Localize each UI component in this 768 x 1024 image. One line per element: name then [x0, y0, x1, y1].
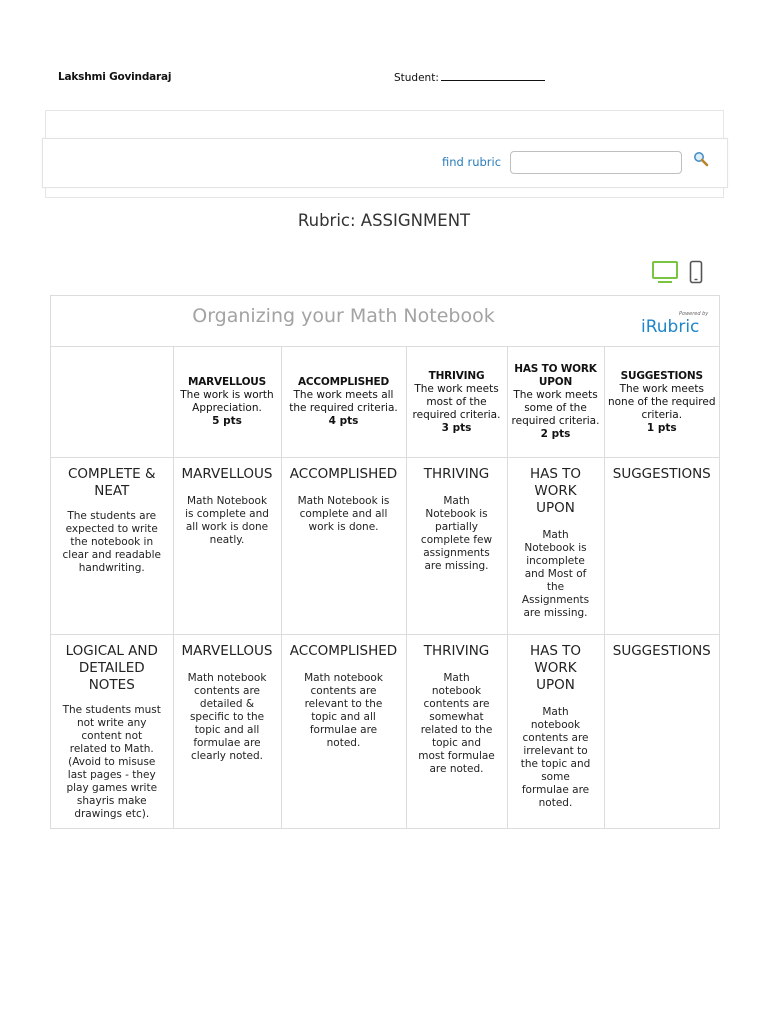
cell-description	[605, 483, 720, 495]
rubric-cell	[281, 458, 406, 635]
level-description: The work meets none of the required criteria.	[607, 382, 716, 421]
criterion-cell	[51, 635, 173, 829]
phone-icon[interactable]	[689, 260, 703, 284]
rubric-cell	[507, 458, 604, 635]
search-input[interactable]	[510, 151, 682, 174]
monitor-icon[interactable]	[651, 260, 679, 284]
rubric-cell	[173, 458, 281, 635]
page-header	[0, 71, 768, 85]
level-title: SUGGESTIONS	[620, 369, 703, 382]
level-points: 3 pts	[441, 421, 472, 434]
page-title-prefix: Rubric:	[297, 211, 356, 230]
magnifier-icon[interactable]	[693, 151, 709, 167]
level-title: HAS TO WORK UPON	[514, 363, 597, 388]
cell-level-title: MARVELLOUS	[181, 643, 273, 659]
rubric-cell	[406, 635, 507, 829]
rubric-table-container	[50, 295, 720, 829]
levels-header-row	[51, 347, 719, 458]
level-title: ACCOMPLISHED	[297, 376, 390, 388]
brand-tagline: Powered by	[679, 311, 709, 317]
cell-description: Math Notebook is incomplete and Most of the Assignments are missing.	[521, 529, 590, 619]
level-points: 1 pts	[646, 421, 677, 434]
rubric-cell	[173, 635, 281, 829]
level-header	[281, 347, 406, 458]
cell-level-title: HAS TO WORK UPON	[529, 643, 582, 693]
level-header	[604, 347, 719, 458]
rubric-grid	[51, 347, 719, 828]
cell-level-title: ACCOMPLISHED	[289, 643, 398, 659]
level-description: The work meets all the required criteria.	[289, 389, 398, 414]
level-points: 2 pts	[540, 428, 571, 440]
level-title: THRIVING	[428, 369, 485, 382]
level-header	[406, 347, 507, 458]
rubric-cell	[281, 635, 406, 829]
level-title: MARVELLOUS	[188, 376, 266, 388]
cell-level-title: SUGGESTIONS	[612, 643, 711, 659]
criterion-title: COMPLETE & NEAT	[68, 466, 156, 499]
rubric-cell	[604, 458, 719, 635]
cell-description: Math notebook contents are irrelevant to the topic and some formulae are noted.	[520, 706, 591, 809]
empty-corner-cell	[51, 347, 173, 458]
cell-description: Math notebook contents are somewhat related to the topic and most formulae are noted.	[418, 672, 495, 775]
rubric-cell	[406, 458, 507, 635]
cell-description: Math notebook contents are detailed & specific to the topic and all formulae are clearly noted.	[187, 672, 267, 762]
criterion-cell	[51, 458, 173, 635]
cell-level-title: HAS TO WORK UPON	[529, 466, 582, 516]
cell-description: Math Notebook is partially complete few assignments are missing.	[420, 495, 493, 572]
cell-level-title: MARVELLOUS	[181, 466, 273, 482]
cell-level-title: ACCOMPLISHED	[289, 466, 398, 482]
rubric-header	[51, 296, 719, 347]
rubric-cell	[507, 635, 604, 829]
level-points: 4 pts	[328, 415, 359, 427]
cell-description: Math notebook contents are relevant to the topic and all formulae are noted.	[304, 672, 383, 749]
criterion-description: The students are expected to write the notebook in clear and readable handwriting.	[62, 510, 161, 574]
rubric-cell	[604, 635, 719, 829]
level-header	[173, 347, 281, 458]
brand-text: iRubric	[641, 317, 700, 336]
level-description: The work is worth Appreciation.	[180, 389, 274, 414]
level-header	[507, 347, 604, 458]
page-title-name: ASSIGNMENT	[360, 211, 471, 230]
student-label: Student:	[394, 72, 439, 84]
rubric-name: Organizing your Math Notebook	[192, 305, 495, 327]
criterion-row	[51, 458, 719, 635]
cell-description: Math Notebook is complete and all work is done.	[297, 495, 390, 533]
find-rubric-link[interactable]: find rubric	[442, 155, 502, 169]
cell-level-title: THRIVING	[423, 466, 490, 482]
criterion-title: LOGICAL AND DETAILED NOTES	[65, 643, 158, 693]
owner-name: Lakshmi Govindaraj	[58, 71, 172, 83]
cell-level-title: THRIVING	[423, 643, 490, 659]
cell-description	[605, 660, 720, 672]
level-description: The work meets most of the required criteria.	[412, 382, 501, 421]
student-field	[394, 71, 545, 84]
level-points: 5 pts	[212, 415, 242, 427]
page-title	[0, 211, 768, 230]
irubric-logo	[641, 310, 713, 336]
criterion-row	[51, 635, 719, 829]
criterion-description: The students must not write any content not related to Math. (Avoid to misuse last pages - they play games write shayris make drawings etc).	[62, 704, 161, 820]
cell-description: Math Notebook is complete and all work is done neatly.	[185, 495, 269, 546]
student-blank-line	[441, 71, 545, 81]
cell-level-title: SUGGESTIONS	[612, 466, 711, 482]
level-description: The work meets some of the required criteria.	[511, 389, 600, 427]
